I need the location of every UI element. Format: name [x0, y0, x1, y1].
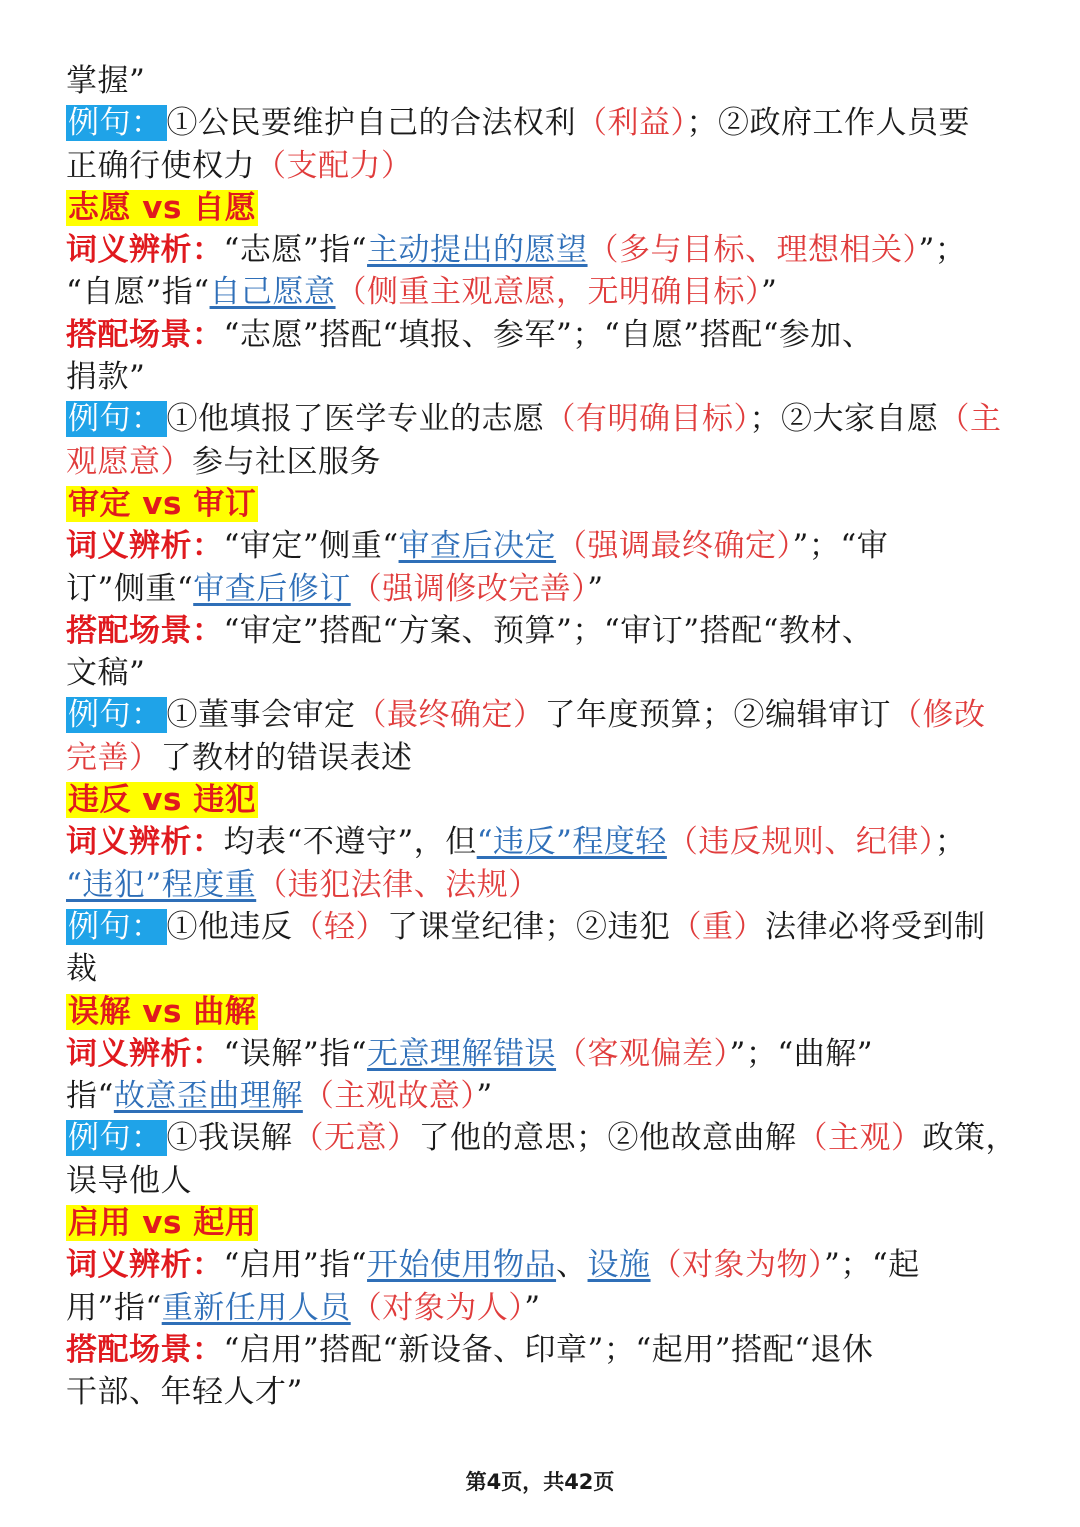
body-text: “志愿”指“	[223, 232, 368, 269]
text-line	[66, 398, 1016, 440]
body-text: ”；“起	[824, 1247, 920, 1284]
text-line	[66, 991, 1016, 1033]
definition-link: 主动提出的愿望	[367, 232, 588, 269]
definition-link: 审查后决定	[398, 528, 557, 565]
text-line	[66, 694, 1016, 736]
annotation-text: （多与目标、理想相关）	[587, 232, 919, 269]
page-number-footer: 第4页，共42页	[465, 1470, 615, 1494]
body-text: ”	[524, 1289, 541, 1326]
definition-link: 无意理解错误	[367, 1035, 557, 1072]
word-pair-heading: 审定 vs 审订	[68, 485, 257, 522]
text-line	[66, 1075, 1016, 1117]
body-text: “启用”搭配“新设备、印章”；“起用”搭配“退休	[223, 1331, 874, 1368]
annotation-text: （违反规则、纪律）	[666, 824, 935, 861]
annotation-text: （强调最终确定）	[556, 528, 793, 565]
example-label: 例句：	[66, 105, 167, 141]
body-text: 了课堂纪律；②违犯	[387, 908, 671, 945]
body-text: 了他的意思；②他故意曲解	[418, 1120, 797, 1157]
text-line	[66, 1033, 1016, 1075]
text-line	[66, 102, 1016, 144]
text-line	[66, 948, 1016, 990]
annotation-text: （轻）	[292, 908, 387, 945]
text-line	[66, 145, 1016, 187]
body-text: “审定”侧重“	[223, 528, 399, 565]
body-text: ；②大家自愿	[749, 401, 939, 438]
body-text: ①他违反	[166, 908, 293, 945]
body-text: ”；	[918, 232, 967, 269]
section-label: 词义辨析：	[66, 528, 224, 565]
body-text: “志愿”搭配“填报、参军”；“自愿”搭配“参加、	[223, 316, 874, 353]
text-line	[66, 821, 1016, 863]
annotation-text: （修改	[891, 697, 986, 734]
text-line	[66, 864, 1016, 906]
body-text: ①他填报了医学专业的志愿	[166, 401, 545, 438]
body-text: 了年度预算；②编辑审订	[544, 697, 891, 734]
annotation-text: （主观）	[796, 1120, 923, 1157]
annotation-text: （重）	[670, 908, 765, 945]
annotation-text: （强调修改完善）	[350, 570, 588, 607]
word-pair-heading: 误解 vs 曲解	[68, 993, 257, 1030]
annotation-text: （无意）	[292, 1120, 419, 1157]
text-line	[66, 314, 1016, 356]
word-pair-heading: 启用 vs 起用	[68, 1205, 257, 1242]
definition-link: 开始使用物品	[367, 1247, 557, 1284]
body-text: 捐款”	[66, 359, 146, 396]
body-text: ①董事会审定	[166, 697, 356, 734]
text-line	[66, 1329, 1016, 1371]
text-line	[66, 1202, 1016, 1244]
text-line	[66, 906, 1016, 948]
annotation-text: （对象为人）	[350, 1289, 525, 1326]
section-label: 搭配场景：	[66, 316, 224, 353]
example-label: 例句：	[66, 1120, 167, 1156]
body-text: 误导他人	[66, 1162, 192, 1199]
section-label: 词义辨析：	[66, 232, 224, 269]
text-line	[66, 1117, 1016, 1159]
body-text: “误解”指“	[223, 1035, 368, 1072]
definition-link: 审查后修订	[193, 570, 351, 607]
text-line	[66, 1287, 1016, 1329]
body-text: ”	[587, 570, 604, 607]
body-text: 订”侧重“	[66, 570, 194, 607]
section-label: 词义辨析：	[66, 1247, 224, 1284]
definition-link: 故意歪曲理解	[113, 1078, 303, 1115]
text-line	[66, 525, 1016, 567]
body-text: 干部、年轻人才”	[66, 1374, 303, 1411]
annotation-text: （客观偏差）	[556, 1035, 730, 1072]
annotation-text: （侧重主观意愿，无明确目标）	[335, 274, 762, 311]
text-line	[66, 271, 1016, 313]
body-text: ①公民要维护自己的合法权利	[166, 105, 576, 142]
definition-link: 重新任用人员	[161, 1289, 351, 1326]
document-body	[66, 60, 1016, 1414]
body-text: “审定”搭配“方案、预算”；“审订”搭配“教材、	[223, 612, 874, 649]
section-label: 词义辨析：	[66, 824, 224, 861]
body-text: 裁	[66, 951, 98, 988]
text-line	[66, 483, 1016, 525]
body-text: 正确行使权力	[66, 147, 255, 184]
text-line	[66, 568, 1016, 610]
body-text: ”	[476, 1078, 493, 1115]
text-line	[66, 356, 1016, 398]
body-text: ①我误解	[166, 1120, 293, 1157]
section-label: 搭配场景：	[66, 1331, 224, 1368]
annotation-text: （最终确定）	[355, 697, 545, 734]
text-line	[66, 652, 1016, 694]
body-text: ；	[934, 824, 967, 861]
annotation-text: （主	[938, 401, 1002, 438]
annotation-text: （有明确目标）	[544, 401, 750, 438]
definition-link: 自己愿意	[209, 274, 336, 311]
text-line	[66, 60, 1016, 102]
text-line	[66, 187, 1016, 229]
text-line	[66, 610, 1016, 652]
text-line	[66, 779, 1016, 821]
body-text: 政策，	[922, 1120, 1017, 1157]
body-text: “自愿”指“	[66, 274, 210, 311]
body-text: ”；“曲解”	[729, 1035, 874, 1072]
annotation-text: （支配力）	[255, 147, 413, 184]
body-text: 文稿”	[66, 655, 146, 692]
annotation-text: （违犯法律、法规）	[256, 866, 540, 903]
definition-link: “违犯”程度重	[66, 866, 257, 903]
body-text: 参与社区服务	[192, 443, 381, 480]
definition-link: 设施	[587, 1247, 651, 1284]
section-label: 搭配场景：	[66, 612, 224, 649]
section-label: 词义辨析：	[66, 1035, 224, 1072]
body-text: “启用”指“	[223, 1247, 368, 1284]
text-line	[66, 229, 1016, 271]
body-text: 指“	[66, 1078, 114, 1115]
body-text: 法律必将受到制	[765, 908, 986, 945]
text-line	[66, 737, 1016, 779]
text-line	[66, 1244, 1016, 1286]
annotation-text: （利益）	[576, 105, 687, 142]
definition-link: “违反”程度轻	[476, 824, 667, 861]
word-pair-heading: 违反 vs 违犯	[68, 782, 257, 819]
body-text: 、	[556, 1247, 588, 1284]
example-label: 例句：	[66, 909, 167, 945]
example-label: 例句：	[66, 697, 167, 733]
body-text: ；②政府工作人员要	[686, 105, 970, 142]
annotation-text: 完善）	[66, 739, 161, 776]
annotation-text: （对象为物）	[650, 1247, 825, 1284]
body-text: ”	[761, 274, 778, 311]
word-pair-heading: 志愿 vs 自愿	[68, 189, 257, 226]
example-label: 例句：	[66, 401, 167, 437]
body-text: ”；“审	[792, 528, 889, 565]
text-line	[66, 1160, 1016, 1202]
text-line	[66, 441, 1016, 483]
body-text: 了教材的错误表述	[160, 739, 413, 776]
annotation-text: （主观故意）	[302, 1078, 477, 1115]
annotation-text: 观愿意）	[66, 443, 192, 480]
body-text: 掌握”	[66, 63, 146, 99]
body-text: 均表“不遵守”，但	[223, 824, 477, 861]
text-line	[66, 1371, 1016, 1413]
body-text: 用”指“	[66, 1289, 162, 1326]
